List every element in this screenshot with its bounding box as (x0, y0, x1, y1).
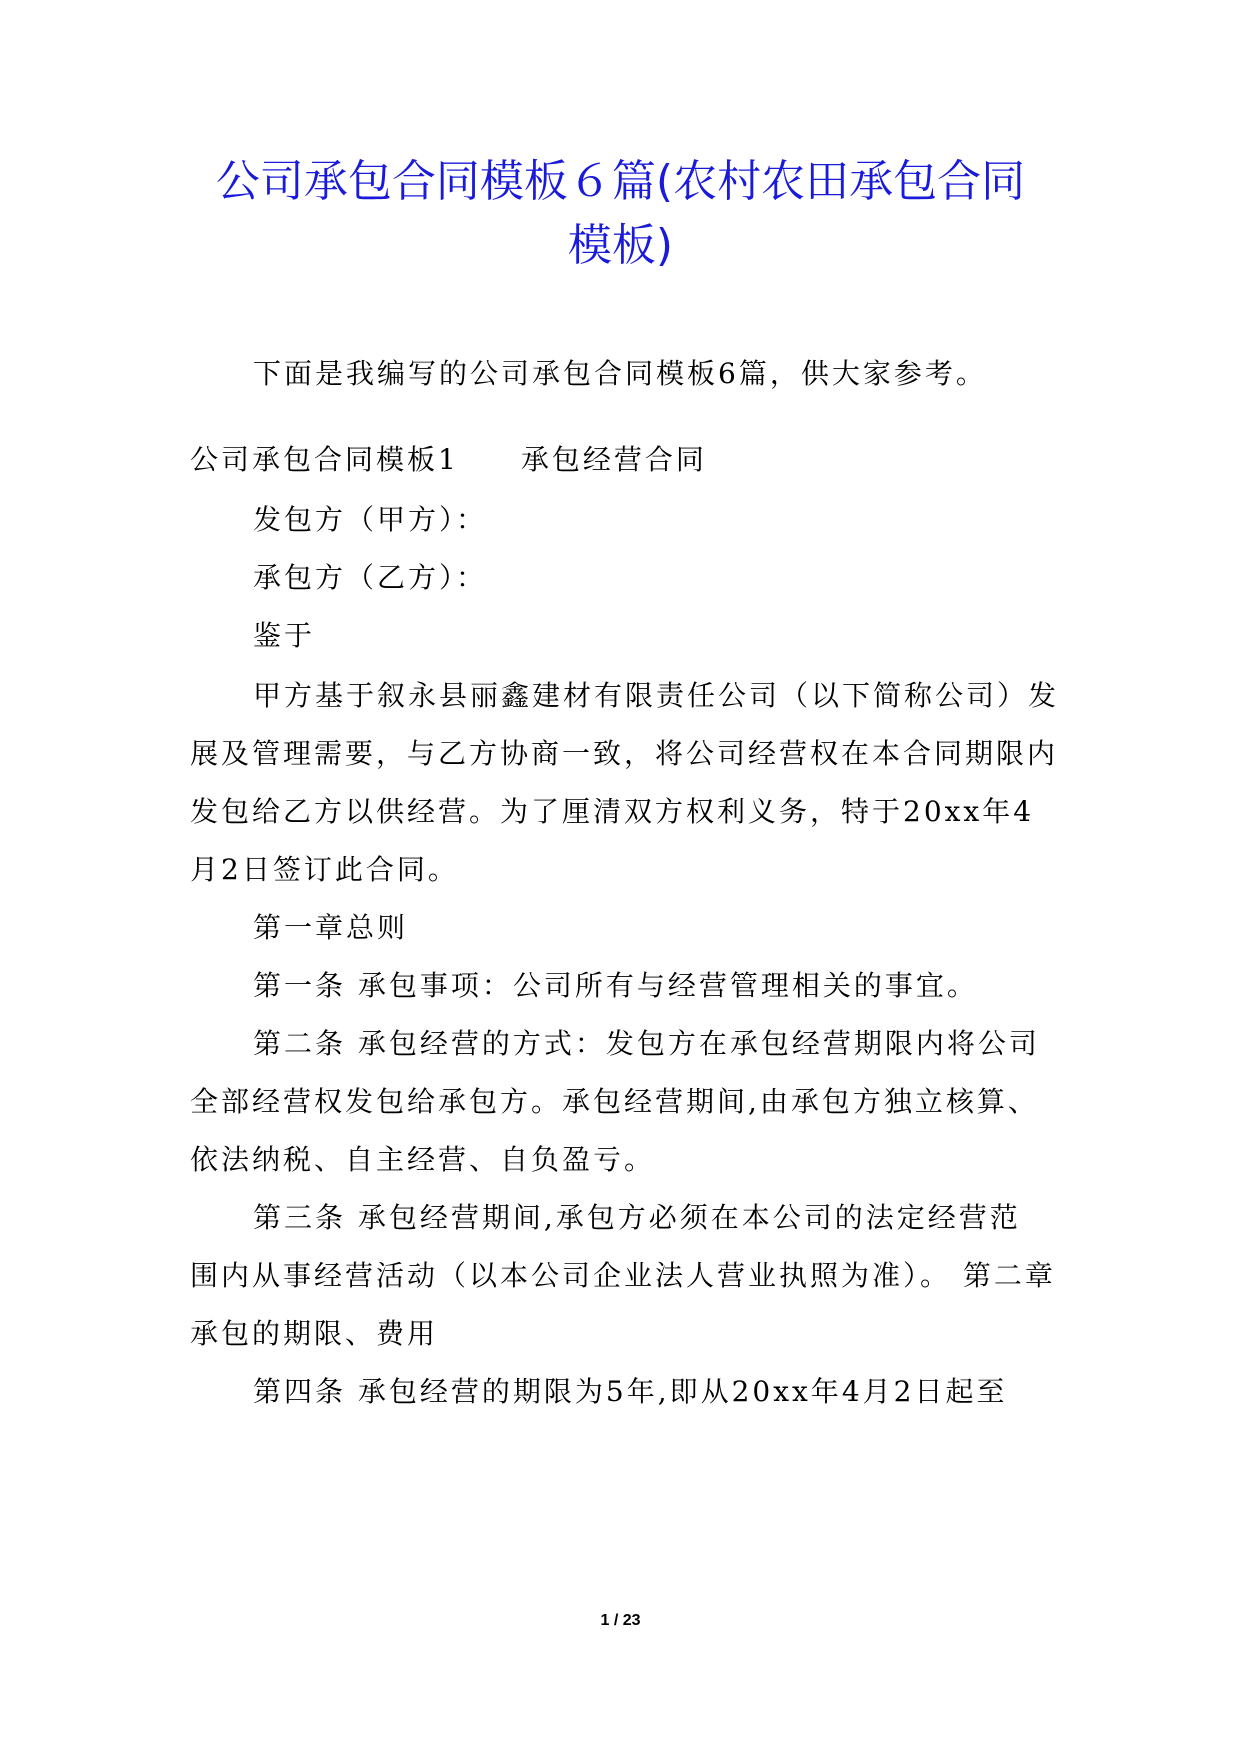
title-line-2: 模板) (567, 220, 674, 271)
article-line: 依法纳税、自主经营、自负盈亏。 (190, 1143, 656, 1176)
paragraph-line: 甲方基于叙永县丽鑫建材有限责任公司（以下简称公司）发 (253, 679, 1060, 712)
article-line: 第二条 承包经营的方式：发包方在承包经营期限内将公司 (253, 1027, 1040, 1060)
article-line: 围内从事经营活动（以本公司企业法人营业执照为准）。 第二章 (190, 1259, 1056, 1292)
article-line: 第三条 承包经营期间,承包方必须在本公司的法定经营范 (253, 1201, 1021, 1234)
chapter-heading: 第一章总则 (253, 911, 409, 944)
paragraph-line: 月2日签订此合同。 (190, 853, 459, 886)
title-line-1: 公司承包合同模板６篇(农村农田承包合同 (215, 156, 1026, 207)
article-line: 第四条 承包经营的期限为5年,即从20xx年4月2日起至 (253, 1375, 1008, 1408)
party-a-line: 发包方（甲方）： (253, 503, 488, 536)
paragraph-line: 展及管理需要，与乙方协商一致，将公司经营权在本合同期限内 (190, 737, 1059, 770)
intro-paragraph: 下面是我编写的公司承包合同模板6篇，供大家参考。 (253, 357, 987, 390)
article-line: 第一条 承包事项：公司所有与经营管理相关的事宜。 (253, 969, 978, 1002)
article-line: 全部经营权发包给承包方。承包经营期间,由承包方独立核算、 (190, 1085, 1039, 1118)
page-number: 1 / 23 (600, 1612, 641, 1629)
document-title (150, 150, 1091, 278)
party-b-line: 承包方（乙方）： (253, 561, 488, 594)
paragraph-line: 发包给乙方以供经营。为了厘清双方权利义务，特于20xx年4 (190, 795, 1035, 828)
whereas-line: 鉴于 (253, 619, 316, 652)
section-heading: 公司承包合同模板1 承包经营合同 (190, 443, 707, 476)
article-line: 承包的期限、费用 (190, 1317, 439, 1350)
